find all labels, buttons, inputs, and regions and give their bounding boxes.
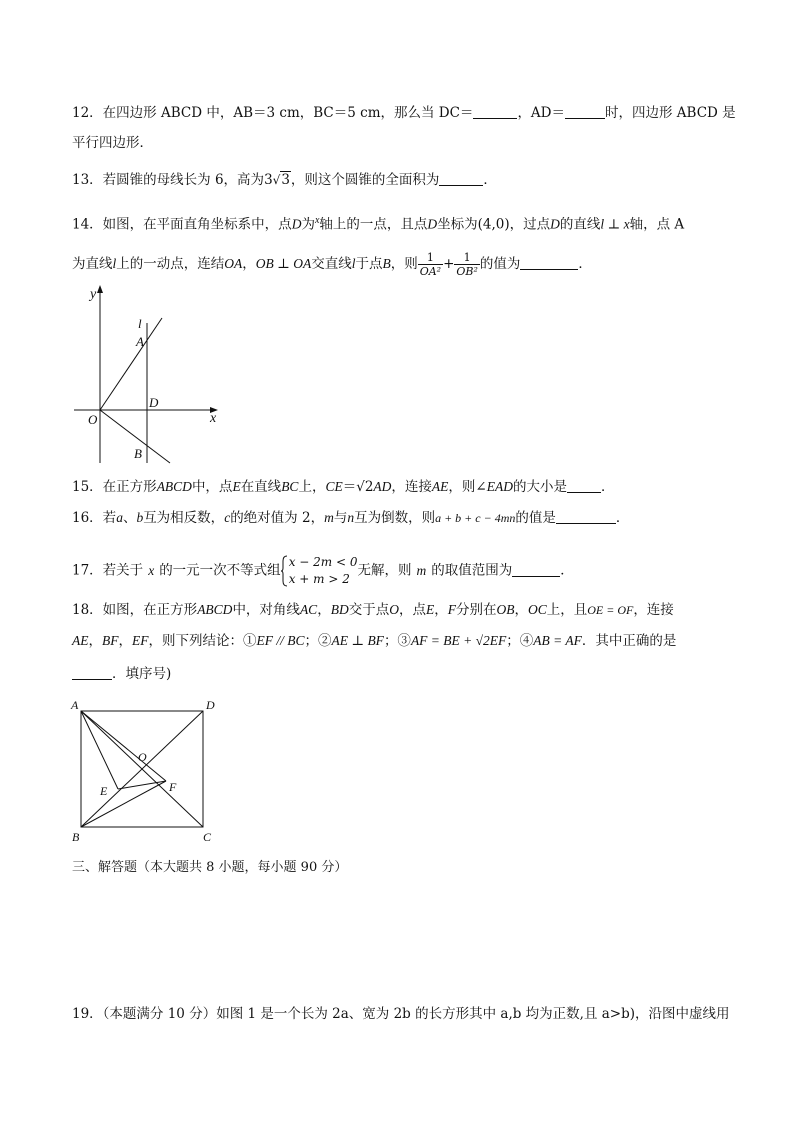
label-f: F <box>169 780 177 794</box>
label-b: B <box>134 446 142 461</box>
q14-blank[interactable] <box>520 255 578 270</box>
q14-frac-2: $\frac{1}{\text{OB²}}$ <box>456 251 478 278</box>
q14-frac-1: $\frac{1}{\text{OA²}}$ <box>419 251 442 278</box>
q15-blank[interactable] <box>567 478 601 493</box>
q12-line1: 12．在四边形 ABCD 中，AB＝3 cm，BC＝5 cm，那么当 DC＝ ，AD＝ 时，四边形 ABCD 是 <box>72 105 736 121</box>
label-l: l <box>138 316 142 331</box>
q12-line2: 平行四边形． <box>72 135 153 151</box>
q16-line: 16．若a、b互为相反数，c的绝对值为 2，m与n互为倒数，则a + b + c − 4mn的值是 ． <box>72 510 630 526</box>
section-3-title: 三、解答题（本大题共 8 小题，每小题 90 分） <box>72 860 348 875</box>
q12-blank-ad[interactable] <box>565 104 605 119</box>
q14-figure <box>66 283 236 472</box>
label-y: y <box>90 287 97 302</box>
label-x: x <box>210 411 217 426</box>
q17-line: 17．若关于 x 的一元一次不等式组 x − 2m < 0 x + m > 2 无解，则 m 的取值范围为 ． <box>72 555 574 586</box>
label-d: D <box>206 698 215 712</box>
label-d: D <box>149 395 159 410</box>
q17-inequality-system: x − 2m < 0 x + m > 2 <box>281 554 358 588</box>
q19-line: 19．（本题满分 10 分）如图 1 是一个长为 2a、宽为 2b 的长方形其中 a,b 均为正数,且 a>b)，沿图中虚线用 <box>72 1006 730 1022</box>
q13-blank[interactable] <box>439 171 483 186</box>
y-axis-arrow <box>97 285 103 293</box>
label-a: A <box>136 334 144 349</box>
q18-line3: ．填序号) <box>72 664 171 684</box>
q18-blank[interactable] <box>72 665 112 680</box>
q18-line1: 18．如图，在正方形ABCD中，对角线AC，BD交于点O，点E，F分别在OB，OC上，且OE = OF，连接 <box>72 602 674 618</box>
label-o: O <box>138 750 147 764</box>
segment-ae <box>81 711 118 789</box>
q18-figure <box>66 695 226 849</box>
q18-line2: AE，BF，EF，则下列结论：①EF // BC；②AE ⊥ BF；③AF = BE + √2EF；④AB = AF．其中正确的是 <box>72 633 677 649</box>
q16-blank[interactable] <box>556 509 616 524</box>
q13-line: 13．若圆锥的母线长为 6，高为3√3，则这个圆锥的全面积为 ． <box>72 172 497 188</box>
label-a: A <box>71 698 79 712</box>
q17-blank[interactable] <box>512 562 560 577</box>
q14-line2: 为直线l上的一动点，连结OA，OB ⊥ OA交直线l于点B，则 $\frac{1}{\text{OA²}}$ + $\frac{1}{\text{OB²}}$ 的值为 ． <box>72 251 592 278</box>
segment-af <box>81 711 166 781</box>
label-o: O <box>88 412 98 427</box>
label-c: C <box>203 830 212 844</box>
label-e: E <box>100 784 108 798</box>
q15-line: 15．在正方形ABCD中，点E在直线BC上，CE＝√2AD，连接AE，则∠EAD的大小是 ． <box>72 479 615 495</box>
label-b: B <box>72 830 80 844</box>
q14-line1: 14．如图，在平面直角坐标系中，点D为$^x$轴上的一点，且点D坐标为(4,0)，过点D的直线l ⊥ x轴，点 A <box>72 215 685 233</box>
q12-blank-dc[interactable] <box>473 104 517 119</box>
